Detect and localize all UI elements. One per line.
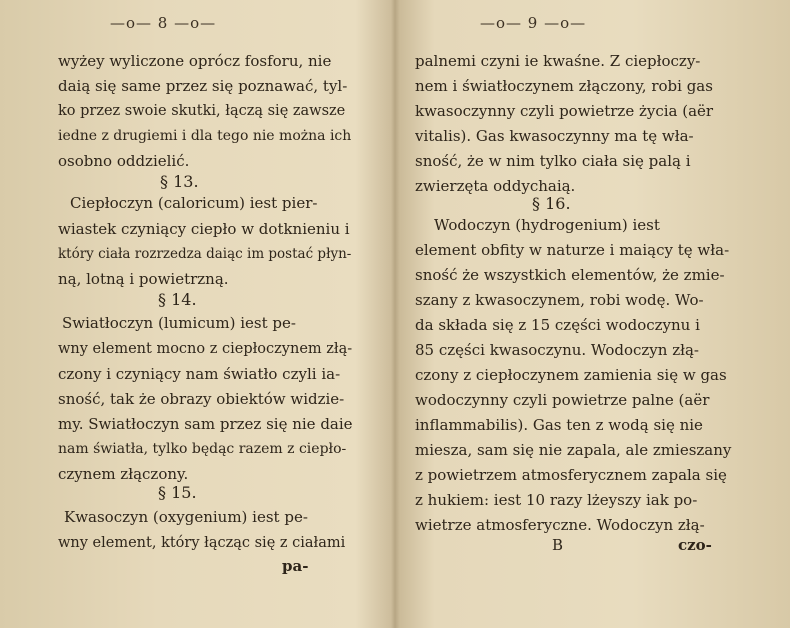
text-line: szany z kwasoczynem, robi wodę. Wo- — [415, 291, 704, 309]
text-line: sność, tak że obrazy obiektów widzie- — [58, 390, 345, 408]
text-line: sność że wszystkich elementów, że zmie- — [415, 266, 725, 284]
text-line: my. Swiatłoczyn sam przez się nie daie — [58, 415, 353, 433]
text-line: wny element, który łącząc się z ciałami — [58, 535, 346, 551]
text-line: czynem złączony. — [58, 465, 189, 483]
text-line: wiastek czyniący ciepło w dotknieniu i — [58, 220, 350, 238]
section-heading-16: § 16. — [532, 194, 571, 213]
text-line: sność, że w nim tylko ciała się palą i — [415, 152, 691, 170]
text-line: Wodoczyn (hydrogenium) iest — [434, 216, 660, 234]
text-line: 85 części kwasoczynu. Wodoczyn złą- — [415, 341, 699, 359]
section-heading-14: § 14. — [158, 290, 197, 309]
catchword-right: czo- — [678, 536, 712, 554]
text-line: iedne z drugiemi i dla tego nie można ich — [58, 128, 352, 144]
text-line: czony i czyniący nam światło czyli ia- — [58, 365, 341, 383]
left-page — [0, 0, 368, 628]
text-line: palnemi czyni ie kwaśne. Z ciepłoczy- — [415, 52, 701, 70]
text-line: wny element mocno z ciepłoczynem złą- — [58, 341, 353, 357]
section-heading-15: § 15. — [158, 483, 197, 502]
text-line: inflammabilis). Gas ten z wodą się nie — [415, 416, 703, 434]
text-line: czony z ciepłoczynem zamienia się w gas — [415, 366, 727, 384]
text-line: miesza, sam się nie zapala, ale zmieszany — [415, 441, 732, 459]
text-line: wodoczynny czyli powietrze palne (aër — [415, 391, 710, 409]
text-line: Swiatłoczyn (lumicum) iest pe- — [62, 314, 296, 332]
text-line: ko przez swoie skutki, łączą się zawsze — [58, 103, 346, 119]
text-line: który ciała rozrzedza daiąc im postać płyn- — [58, 246, 352, 262]
text-line: wietrze atmosferyczne. Wodoczyn złą- — [415, 516, 705, 534]
right-page — [372, 0, 790, 628]
text-line: da składa się z 15 części wodoczynu i — [415, 316, 700, 334]
page-header-left: —o— 8 —o— — [110, 14, 217, 32]
text-line: z hukiem: iest 10 razy lżeyszy iak po- — [415, 491, 698, 509]
text-line: wyżey wyliczone oprócz fosforu, nie — [58, 52, 332, 70]
text-line: zwierzęta oddychaią. — [415, 177, 576, 195]
text-line: element obfity w naturze i maiący tę wła- — [415, 241, 730, 259]
text-line: Ciepłoczyn (caloricum) iest pier- — [70, 194, 318, 212]
text-line: nem i światłoczynem złączony, robi gas — [415, 77, 713, 95]
section-heading-13: § 13. — [160, 172, 199, 191]
page-header-right: —o— 9 —o— — [480, 14, 587, 32]
text-line: osobno oddzielić. — [58, 152, 190, 170]
text-line: nam światła, tylko będąc razem z ciepło- — [58, 441, 347, 457]
text-line: ną, lotną i powietrzną. — [58, 270, 229, 288]
text-line: Kwasoczyn (oxygenium) iest pe- — [64, 508, 308, 526]
text-line: kwasoczynny czyli powietrze życia (aër — [415, 102, 714, 120]
signature-mark: B — [552, 536, 564, 554]
text-line: daią się same przez się poznawać, tyl- — [58, 77, 348, 95]
catchword-left: pa- — [282, 557, 309, 575]
text-line: vitalis). Gas kwasoczynny ma tę wła- — [415, 127, 694, 145]
text-line: z powietrzem atmosferycznem zapala się — [415, 466, 727, 484]
